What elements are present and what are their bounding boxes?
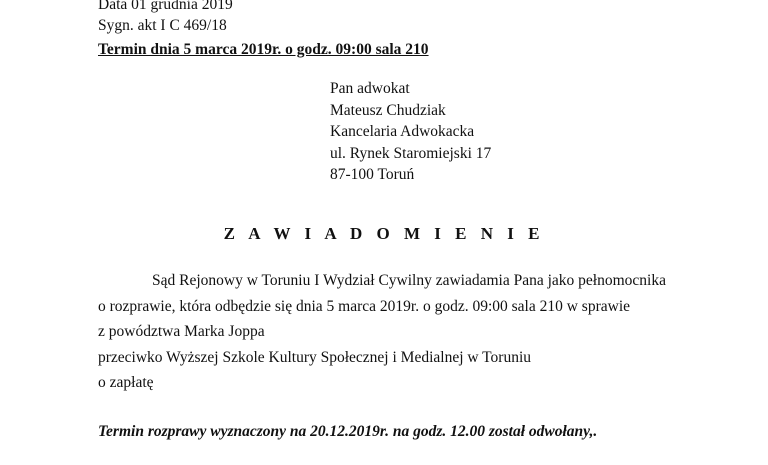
cancellation-notice: Termin rozprawy wyznaczony na 20.12.2019r. na godz. 12.00 został odwołany,.: [98, 423, 598, 440]
case-number-line: Sygn. akt I C 469/18: [98, 17, 227, 34]
addressee-line-5: 87-100 Toruń: [330, 166, 415, 183]
addressee-block: [330, 78, 491, 186]
body-text: [98, 268, 688, 396]
addressee-line-1: Pan adwokat: [330, 80, 410, 97]
page-title: Z A W I A D O M I E N I E: [223, 224, 545, 243]
header-block: [98, 0, 429, 60]
body-line-1: Sąd Rejonowy w Toruniu I Wydział Cywilny zawiadamia Pana jako pełnomocnika: [152, 272, 666, 289]
addressee-line-2: Mateusz Chudziak: [330, 101, 446, 119]
body-line-5: o zapłatę: [98, 374, 154, 391]
body-line-4: przeciwko Wyższej Szkole Kultury Społecznej i Medialnej w Toruniu: [98, 348, 532, 366]
hearing-term-line: Termin dnia 5 marca 2019r. o godz. 09:00 sala 210: [98, 41, 429, 58]
addressee-line-3: Kancelaria Adwokacka: [330, 123, 475, 140]
addressee-line-4: ul. Rynek Staromiejski 17: [330, 144, 492, 162]
date-line: Data 01 grudnia 2019: [98, 0, 233, 13]
body-line-2: o rozprawie, która odbędzie się dnia 5 marca 2019r. o godz. 09:00 sala 210 w sprawie: [98, 297, 631, 315]
body-line-3: z powództwa Marka Joppa: [98, 323, 265, 340]
